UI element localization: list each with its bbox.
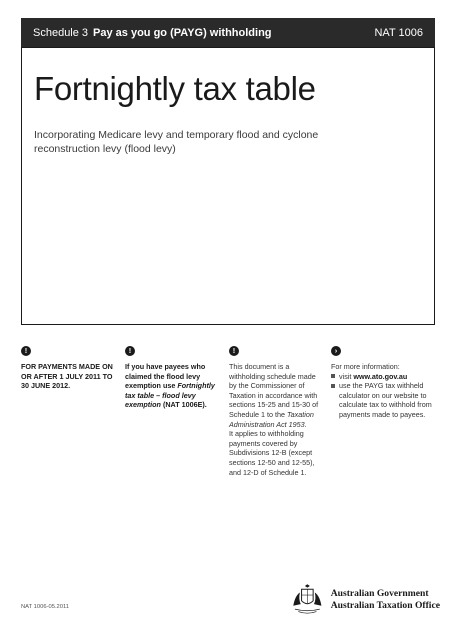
notice-column-1 [21, 346, 116, 391]
page-subtitle: Incorporating Medicare levy and temporary flood and cyclone reconstruction levy (flood levy) [34, 129, 319, 155]
notice-column-2 [125, 346, 215, 410]
exclamation-icon: ! [229, 346, 239, 356]
info-item-visit [331, 372, 436, 382]
ato-website-link[interactable]: www.ato.gov.au [353, 371, 408, 381]
payg-label: Pay as you go (PAYG) withholding [93, 26, 272, 39]
info-item-calculator: use the PAYG tax withheld calculator on our website to calculate tax to withhold from payments made to payees. [331, 381, 436, 419]
logo-text [331, 588, 440, 612]
info-item-visit-pre: visit [339, 371, 354, 381]
notice-3-text-pre: This document is a withholding schedule made by the Commissioner of Taxation in accordance with sections 15-25 and 15-30 of Schedule 1 to the [229, 362, 319, 419]
chevron-right-icon: › [331, 346, 341, 356]
notice-column-3 [229, 346, 319, 477]
notice-2-text-pre: If you have payees who claimed the flood levy exemption use [125, 362, 206, 391]
coat-of-arms-icon [290, 581, 325, 619]
document-number: NAT 1006-05.2011 [21, 604, 70, 610]
schedule-label: Schedule 3 [33, 26, 89, 39]
government-logo [290, 580, 440, 620]
info-column [331, 346, 436, 420]
nat-label: NAT 1006 [374, 26, 423, 39]
notice-1-text: FOR PAYMENTS MADE ON OR AFTER 1 JULY 2011 TO 30 JUNE 2012. [21, 362, 113, 391]
notice-2-text-post: (NAT 1006E). [160, 400, 207, 410]
notice-3-text [229, 362, 319, 477]
exclamation-icon: ! [21, 346, 31, 356]
notice-3-text-post: It applies to withholding payments covered by Subdivisions 12-B (except sections 12-50 and 12-55), and 12-D of Schedule 1. [229, 429, 315, 477]
logo-line-1: Australian Government [330, 588, 429, 599]
logo-line-2: Australian Taxation Office [330, 600, 440, 611]
notice-3-text-mid: . [304, 419, 307, 429]
notice-2-text [125, 362, 215, 410]
notice-3-text-em: Taxation Administration Act 1953 [229, 409, 314, 429]
title-box [21, 47, 435, 325]
exclamation-icon: ! [125, 346, 135, 356]
header-left [33, 27, 272, 39]
notice-2-text-em: Fortnightly tax table – flood levy exemption [125, 381, 215, 410]
page-title: Fortnightly tax table [34, 70, 316, 107]
header-bar [21, 18, 435, 47]
info-intro: For more information: [331, 362, 400, 371]
info-list [331, 372, 436, 420]
